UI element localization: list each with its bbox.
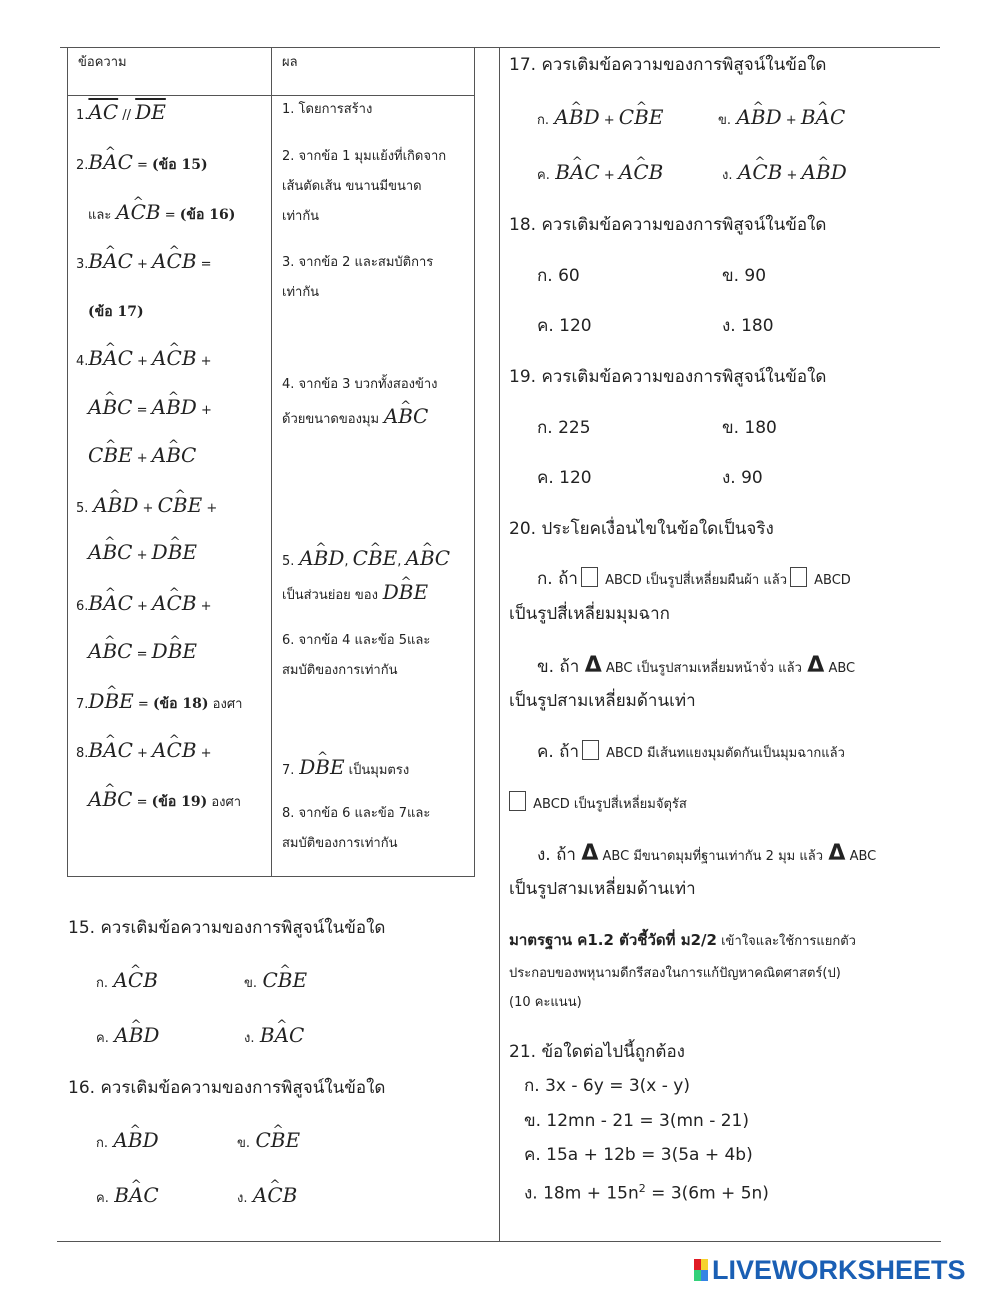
table-header-statement: ข้อความ: [78, 55, 127, 70]
q21-title: 21. ข้อใดต่อไปนี้ถูกต้อง: [509, 1042, 685, 1062]
q20-option-b-line2: เป็นรูปสามเหลี่ยมด้านเท่า: [509, 691, 696, 711]
q21-option-a[interactable]: ก. 3x - 6y = 3(x - y): [524, 1076, 690, 1096]
triangle-icon: Δ: [581, 841, 599, 866]
q17-title: 17. ควรเติมข้อความของการพิสูจน์ในข้อใด: [509, 55, 827, 75]
q15-option-b[interactable]: ข. C^ BE: [244, 969, 307, 995]
q18-option-a[interactable]: ก. 60: [537, 266, 580, 286]
q20-option-c-line2: ABCD เป็นรูปสี่เหลี่ยมจัตุรัส: [509, 791, 687, 816]
reason-6-line1: 6. จากข้อ 4 และข้อ 5และ: [282, 633, 431, 648]
q19-option-d[interactable]: ง. 90: [722, 468, 763, 488]
statement-2b: และ A^ CB = (ข้อ 16): [88, 202, 235, 226]
statement-2: 2.B^ AC = (ข้อ 15): [76, 152, 208, 176]
q15-option-c[interactable]: ค. A^ BD: [96, 1024, 159, 1050]
q20-option-a[interactable]: ก. ถ้า ABCD เป็นรูปสี่เหลี่ยมผืนผ้า แล้ว ABCD: [537, 569, 851, 589]
q20-title: 20. ประโยคเงื่อนไขในข้อใดเป็นจริง: [509, 519, 774, 539]
q17-option-c[interactable]: ค. B^ AC + A^ CB: [537, 161, 663, 187]
statement-5-line1: 5. A^ BD + C^ BE +: [76, 495, 217, 519]
q19-option-b[interactable]: ข. 180: [722, 418, 777, 438]
statement-7: 7.D^ BE = (ข้อ 18) องศา: [76, 691, 242, 715]
q18-title: 18. ควรเติมข้อความของการพิสูจน์ในข้อใด: [509, 215, 827, 235]
q21-option-b[interactable]: ข. 12mn - 21 = 3(mn - 21): [524, 1111, 750, 1131]
reason-1: 1. โดยการสร้าง: [282, 102, 373, 117]
standard-line3: (10 คะแนน): [509, 995, 582, 1010]
q18-option-b[interactable]: ข. 90: [722, 266, 767, 286]
q16-option-c[interactable]: ค. B^ AC: [96, 1184, 159, 1210]
q16-option-d[interactable]: ง. A^ CB: [237, 1184, 297, 1210]
table-column-rule: [271, 47, 272, 877]
reason-7: 7. D^ BE เป็นมุมตรง: [282, 757, 409, 781]
q18-option-d[interactable]: ง. 180: [722, 316, 774, 336]
q21-option-d[interactable]: ง. $18m + 15n^2 = 3(6m + 5n)$: [524, 1182, 769, 1204]
reason-3-line1: 3. จากข้อ 2 และสมบัติการ: [282, 255, 434, 270]
q17-option-b[interactable]: ข. A^ BD + B^ AC: [718, 106, 845, 132]
triangle-icon: Δ: [584, 653, 602, 678]
statement-1: $1.\overline{AC} // \overline{DE}$: [76, 100, 166, 124]
reason-2-line2: เส้นตัดเส้น ขนานมีขนาด: [282, 179, 422, 194]
reason-2-line3: เท่ากัน: [282, 209, 320, 224]
q19-title: 19. ควรเติมข้อความของการพิสูจน์ในข้อใด: [509, 367, 827, 387]
standard-line2: ประกอบของพหุนามดีกรีสองในการแก้ปัญหาคณิตศาสตร์(ป): [509, 966, 841, 981]
bottom-rule: [57, 1241, 941, 1242]
statement-8-line2: A^ BC = (ข้อ 19) องศา: [88, 789, 241, 813]
statement-8-line1: 8.B^ AC + A^ CB +: [76, 740, 212, 764]
reason-2-line1: 2. จากข้อ 1 มุมแย้งที่เกิดจาก: [282, 149, 447, 164]
q15-option-a[interactable]: ก. A^ CB: [96, 969, 158, 995]
statement-3: 3.B^ AC + A^ CB =: [76, 251, 212, 275]
q17-option-a[interactable]: ก. A^ BD + C^ BE: [537, 106, 663, 132]
q20-option-d[interactable]: ง. ถ้า Δ ABC มีขนาดมุมที่ฐานเท่ากัน 2 มุม แล้ว Δ ABC: [537, 841, 877, 866]
q16-option-a[interactable]: ก. A^ BD: [96, 1129, 159, 1155]
reason-4-line1: 4. จากข้อ 3 บวกทั้งสองข้าง: [282, 377, 438, 392]
reason-4-line2: ด้วยขนาดของมุม A^ BC: [282, 406, 428, 430]
liveworksheets-logo[interactable]: [694, 1255, 966, 1285]
logo-text: LIVEWORKSHEETS: [712, 1254, 966, 1285]
reason-3-line2: เท่ากัน: [282, 285, 320, 300]
statement-6-line2: A^ BC = D^ BE: [88, 641, 197, 665]
q21-option-c[interactable]: ค. 15a + 12b = 3(5a + 4b): [524, 1145, 753, 1165]
standard-line1: มาตรฐาน ค1.2 ตัวชี้วัดที่ ม2/2 เข้าใจและใช้การแยกตัว: [509, 931, 856, 949]
statement-4-line3: C^ BE + A^ BC: [88, 445, 196, 469]
reason-6-line2: สมบัติของการเท่ากัน: [282, 663, 398, 678]
q20-option-b[interactable]: ข. ถ้า Δ ABC เป็นรูปสามเหลี่ยมหน้าจั่ว แล้ว Δ ABC: [537, 653, 856, 678]
logo-icon: [694, 1259, 708, 1281]
reason-5-line2: เป็นส่วนย่อย ของ D^ BE: [282, 582, 428, 606]
statement-6-line1: 6.B^ AC + A^ CB +: [76, 593, 212, 617]
reason-8-line1: 8. จากข้อ 6 และข้อ 7และ: [282, 806, 431, 821]
square-icon: [509, 791, 526, 811]
square-icon: [790, 567, 807, 587]
statement-5-line2: A^ BC + D^ BE: [88, 542, 197, 566]
q17-option-d[interactable]: ง. A^ CB + A^ BD: [722, 161, 847, 187]
q18-option-c[interactable]: ค. 120: [537, 316, 592, 336]
q15-option-d[interactable]: ง. B^ AC: [244, 1024, 304, 1050]
reason-5-line1: 5. A^ BD, C^ BE, A^ BC: [282, 548, 450, 572]
statement-4-line1: 4.B^ AC + A^ CB +: [76, 348, 212, 372]
q16-option-b[interactable]: ข. C^ BE: [237, 1129, 300, 1155]
triangle-icon: Δ: [807, 653, 825, 678]
statement-3-ref: (ข้อ 17): [88, 304, 144, 320]
q20-option-a-line2: เป็นรูปสี่เหลี่ยมมุมฉาก: [509, 604, 670, 624]
triangle-icon: Δ: [828, 841, 846, 866]
q19-option-a[interactable]: ก. 225: [537, 418, 591, 438]
statement-4-line2: A^ BC = A^ BD +: [88, 397, 212, 421]
q20-option-d-line2: เป็นรูปสามเหลี่ยมด้านเท่า: [509, 879, 696, 899]
q15-title: 15. ควรเติมข้อความของการพิสูจน์ในข้อใด: [68, 918, 386, 938]
q20-option-c[interactable]: ค. ถ้า ABCD มีเส้นทแยงมุมตัดกันเป็นมุมฉากแล้ว: [537, 742, 845, 762]
column-divider: [499, 47, 500, 1241]
table-header-reason: ผล: [282, 55, 298, 70]
square-icon: [581, 567, 598, 587]
square-icon: [582, 740, 599, 760]
reason-8-line2: สมบัติของการเท่ากัน: [282, 836, 398, 851]
q16-title: 16. ควรเติมข้อความของการพิสูจน์ในข้อใด: [68, 1078, 386, 1098]
q19-option-c[interactable]: ค. 120: [537, 468, 592, 488]
